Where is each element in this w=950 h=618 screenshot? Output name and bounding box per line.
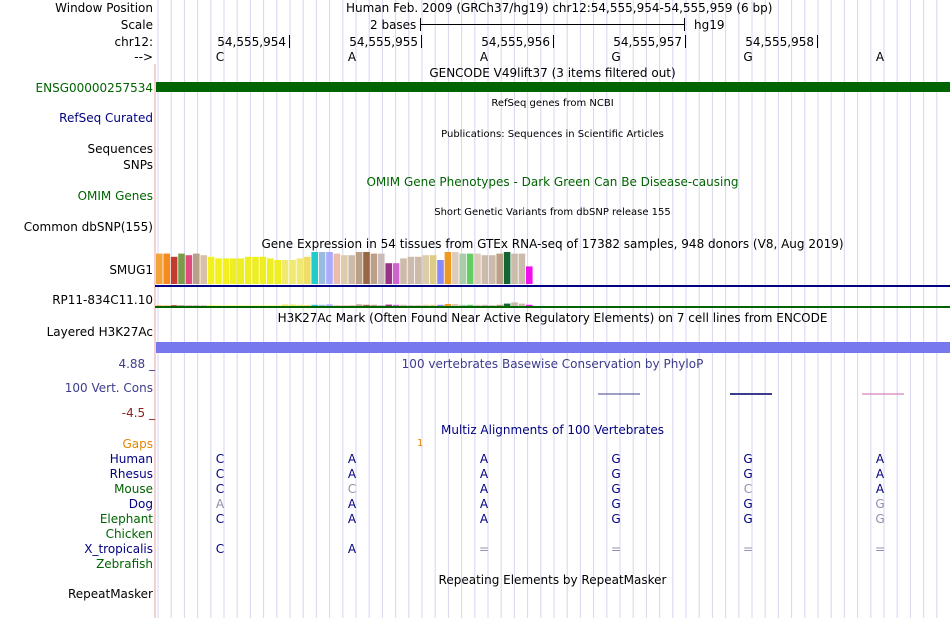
alignment-base: C — [215, 467, 225, 481]
gtex-tissue-bar — [297, 258, 304, 284]
species-label[interactable]: Dog — [128, 497, 153, 511]
alignment-base: A — [479, 467, 489, 481]
alignment-base: = — [478, 542, 490, 556]
species-label[interactable]: Human — [109, 452, 153, 466]
alignment-base: = — [610, 542, 622, 556]
alignment-base: A — [347, 512, 357, 526]
alignment-base: A — [479, 497, 489, 511]
gtex-tissue-bar-rp11 — [289, 304, 296, 306]
alignment-base: A — [875, 482, 885, 496]
gtex-tissue-bar — [319, 252, 326, 284]
gtex-tissue-bar — [415, 257, 422, 284]
gtex-tissue-bar — [260, 257, 267, 284]
gtex-tissue-bar — [252, 257, 259, 284]
position-tick — [685, 35, 686, 48]
h3k27-label[interactable]: Layered H3K27Ac — [46, 325, 153, 339]
alignment-base: = — [874, 542, 886, 556]
gtex-tissue-bar-rp11 — [363, 305, 370, 306]
gtex-tissue-bar-rp11 — [385, 305, 392, 306]
scale-value: 2 bases — [370, 18, 417, 32]
position-label: 54,555,955 — [349, 35, 418, 49]
gtex-tissue-bar — [452, 252, 459, 284]
species-label[interactable]: Zebrafish — [96, 557, 153, 571]
gtex-tissue-bar — [163, 254, 170, 284]
alignment-base: A — [479, 512, 489, 526]
gtex-gene-line-smug1 — [155, 285, 950, 287]
gtex-tissue-bar — [215, 258, 222, 284]
species-label[interactable]: X_tropicalis — [84, 542, 153, 556]
alignment-base: A — [215, 497, 225, 511]
gtex-tissue-bar — [519, 254, 526, 284]
gtex-tissue-bar — [341, 255, 348, 284]
position-tick — [817, 35, 818, 48]
gtex-bar-chart[interactable] — [155, 252, 950, 310]
chrom-label: chr12: — [114, 35, 153, 49]
gtex-tissue-bar — [393, 263, 400, 284]
base-letter: A — [479, 50, 489, 64]
alignment-base: A — [479, 452, 489, 466]
position-tick — [289, 35, 290, 48]
gtex-tissue-bar-rp11 — [519, 304, 526, 306]
alignment-base: C — [215, 452, 225, 466]
scale-bar — [420, 18, 686, 32]
position-tick — [553, 35, 554, 48]
gtex-tissue-bar — [230, 258, 237, 284]
position-label: 54,555,957 — [613, 35, 682, 49]
gtex-tissue-bar-rp11 — [504, 304, 511, 306]
gtex-tissue-bar-rp11 — [378, 305, 385, 306]
gtex-tissue-bar-rp11 — [334, 305, 341, 306]
gtex-tissue-bar-rp11 — [526, 305, 533, 306]
window-position-label: Window Position — [55, 1, 153, 15]
gtex-tissue-bar-rp11 — [282, 304, 289, 306]
gtex-tissue-bar-rp11 — [156, 305, 163, 306]
gtex-gene-smug1[interactable]: SMUG1 — [109, 263, 153, 277]
gtex-tissue-bar-rp11 — [297, 305, 304, 306]
alignment-base: C — [215, 542, 225, 556]
species-label[interactable]: Mouse — [114, 482, 153, 496]
gtex-tissue-bar-rp11 — [208, 305, 215, 306]
gtex-tissue-bar-rp11 — [193, 305, 200, 306]
sequences-label[interactable]: Sequences — [87, 142, 153, 156]
species-label[interactable]: Rhesus — [109, 467, 153, 481]
gtex-tissue-bar-rp11 — [171, 305, 178, 306]
gtex-tissue-bar-rp11 — [341, 305, 348, 306]
alignment-base: A — [875, 452, 885, 466]
alignment-base: G — [743, 512, 753, 526]
gtex-tissue-bar — [408, 257, 415, 284]
gtex-tissue-bar — [267, 258, 274, 284]
gtex-tissue-bar — [437, 260, 444, 284]
gtex-tissue-bar — [482, 255, 489, 284]
position-label: 54,555,956 — [481, 35, 550, 49]
cons-max-label: 4.88 _ — [118, 357, 155, 371]
gtex-tissue-bar — [511, 254, 518, 284]
gtex-tissue-bar — [245, 257, 252, 284]
gtex-tissue-bar-rp11 — [437, 305, 444, 306]
alignment-base: G — [743, 497, 753, 511]
alignment-base: C — [743, 482, 753, 496]
rmsk-track-title: Repeating Elements by RepeatMasker — [438, 573, 667, 587]
gtex-tissue-bar — [489, 255, 496, 284]
gtex-tissue-bar-rp11 — [415, 305, 422, 306]
position-label: 54,555,954 — [217, 35, 286, 49]
gtex-tissue-bar — [467, 254, 474, 284]
gtex-tissue-bar-rp11 — [319, 305, 326, 306]
base-letter: A — [347, 50, 357, 64]
omim-label[interactable]: OMIM Genes — [77, 189, 153, 203]
alignment-base: G — [875, 512, 885, 526]
scale-db: hg19 — [694, 18, 725, 32]
gtex-tissue-bar — [156, 254, 163, 284]
alignment-base: A — [875, 467, 885, 481]
gtex-tissue-bar-rp11 — [408, 305, 415, 306]
gtex-tissue-bar — [223, 258, 230, 284]
base-letter: A — [875, 50, 885, 64]
gtex-tissue-bar — [496, 254, 503, 284]
gtex-tissue-bar-rp11 — [445, 304, 452, 306]
gtex-tissue-bar — [504, 252, 511, 284]
alignment-base: = — [742, 542, 754, 556]
alignment-base: C — [347, 482, 357, 496]
base-letter: G — [743, 50, 753, 64]
gencode-gene-label[interactable]: ENSG00000257534 — [35, 81, 153, 95]
gtex-tissue-bar-rp11 — [400, 305, 407, 306]
gtex-gene-line-rp11 — [155, 306, 950, 308]
alignment-base: G — [611, 482, 621, 496]
gaps-value: 1 — [417, 438, 424, 449]
gtex-tissue-bar — [526, 266, 533, 284]
alignment-base: G — [611, 497, 621, 511]
gtex-tissue-bar — [459, 254, 466, 284]
gtex-tissue-bar — [400, 258, 407, 284]
gtex-tissue-bar-rp11 — [511, 302, 518, 306]
refseq-label[interactable]: RefSeq Curated — [59, 111, 153, 125]
alignment-base: C — [215, 512, 225, 526]
gtex-tissue-bar — [334, 254, 341, 284]
alignment-base: G — [611, 452, 621, 466]
alignment-base: A — [347, 542, 357, 556]
refseq-track-title: RefSeq genes from NCBI — [491, 98, 614, 109]
alignment-base: A — [347, 452, 357, 466]
species-label[interactable]: Elephant — [99, 512, 153, 526]
strand-label: --> — [134, 50, 153, 64]
gtex-tissue-bar-rp11 — [489, 305, 496, 306]
gtex-tissue-bar-rp11 — [304, 305, 311, 306]
position-tick — [421, 35, 422, 48]
alignment-base: G — [611, 467, 621, 481]
position-label: 54,555,958 — [745, 35, 814, 49]
gtex-tissue-bar — [326, 252, 333, 284]
alignment-base: G — [611, 512, 621, 526]
alignment-base: A — [347, 497, 357, 511]
window-position-text: Human Feb. 2009 (GRCh37/hg19) chr12:54,555,954-54,555,959 (6 bp) — [346, 1, 773, 15]
cons-signal[interactable] — [590, 388, 910, 400]
gtex-tissue-bar-rp11 — [326, 304, 333, 306]
dbsnp-track-title: Short Genetic Variants from dbSNP release 155 — [434, 207, 671, 218]
gtex-track-title: Gene Expression in 54 tissues from GTEx RNA-seq of 17382 samples, 948 donors (V8, Aug 2019) — [261, 237, 844, 251]
alignment-base: A — [479, 482, 489, 496]
omim-track-title: OMIM Gene Phenotypes - Dark Green Can Be Disease-causing — [366, 175, 739, 189]
cons-track-title: 100 vertebrates Basewise Conservation by PhyloP — [401, 357, 704, 371]
alignment-base: G — [743, 452, 753, 466]
gtex-tissue-bar-rp11 — [311, 305, 318, 306]
gtex-tissue-bar-rp11 — [178, 305, 185, 306]
gtex-tissue-bar — [422, 255, 429, 284]
gtex-tissue-bar — [208, 257, 215, 284]
gtex-tissue-bar-rp11 — [371, 305, 378, 306]
gtex-tissue-bar-rp11 — [467, 305, 474, 306]
species-label[interactable]: Chicken — [105, 527, 153, 541]
scale-label: Scale — [120, 18, 153, 32]
gtex-tissue-bar-rp11 — [348, 305, 355, 306]
cons-min-label: -4.5 _ — [121, 406, 155, 420]
dbsnp-label[interactable]: Common dbSNP(155) — [23, 220, 153, 234]
gtex-tissue-bar-rp11 — [452, 304, 459, 306]
alignment-base: G — [875, 497, 885, 511]
gtex-tissue-bar — [171, 257, 178, 284]
gtex-tissue-bar-rp11 — [422, 305, 429, 306]
gtex-tissue-bar — [178, 254, 185, 284]
gtex-tissue-bar — [282, 260, 289, 284]
multiz-track-title: Multiz Alignments of 100 Vertebrates — [440, 423, 665, 437]
gtex-tissue-bar — [193, 254, 200, 284]
gtex-tissue-bar-rp11 — [482, 305, 489, 306]
gtex-tissue-bar-rp11 — [393, 305, 400, 306]
cons-label[interactable]: 100 Vert. Cons — [64, 381, 153, 395]
gtex-tissue-bar — [430, 255, 437, 284]
gtex-tissue-bar-rp11 — [430, 305, 437, 306]
gtex-tissue-bar — [186, 255, 193, 284]
gtex-tissue-bar — [356, 252, 363, 284]
gtex-tissue-bar — [445, 252, 452, 284]
gtex-tissue-bar — [378, 254, 385, 284]
gencode-track-title: GENCODE V49lift37 (3 items filtered out) — [429, 66, 676, 80]
gtex-tissue-bar — [200, 255, 207, 284]
gaps-label: Gaps — [122, 437, 153, 451]
gtex-tissue-bar — [371, 254, 378, 284]
gtex-tissue-bar — [304, 257, 311, 284]
gtex-tissue-bar — [363, 252, 370, 284]
gtex-gene-rp11[interactable]: RP11-834C11.10 — [52, 293, 153, 307]
gtex-tissue-bar — [385, 263, 392, 284]
base-letter: G — [611, 50, 621, 64]
h3k27-signal-bar[interactable] — [156, 342, 950, 353]
gtex-tissue-bar — [237, 258, 244, 284]
gtex-tissue-bar — [474, 254, 481, 284]
gtex-tissue-bar-rp11 — [200, 305, 207, 306]
gtex-tissue-bar — [289, 260, 296, 284]
pubs-track-title: Publications: Sequences in Scientific Articles — [441, 129, 664, 140]
base-letter: C — [215, 50, 225, 64]
gtex-tissue-bar-rp11 — [459, 305, 466, 306]
h3k27-track-title: H3K27Ac Mark (Often Found Near Active Regulatory Elements) on 7 cell lines from ENCODE — [277, 311, 828, 325]
alignment-base: C — [215, 482, 225, 496]
gtex-tissue-bar — [311, 252, 318, 284]
gencode-gene-bar[interactable] — [156, 82, 950, 92]
gtex-tissue-bar-rp11 — [474, 305, 481, 306]
snps-label[interactable]: SNPs — [123, 158, 153, 172]
gtex-tissue-bar-rp11 — [496, 305, 503, 306]
rmsk-label[interactable]: RepeatMasker — [67, 587, 153, 601]
alignment-base: A — [347, 467, 357, 481]
alignment-base: G — [743, 467, 753, 481]
gtex-tissue-bar — [348, 255, 355, 284]
gtex-tissue-bar — [274, 260, 281, 284]
gtex-tissue-bar-rp11 — [356, 304, 363, 306]
